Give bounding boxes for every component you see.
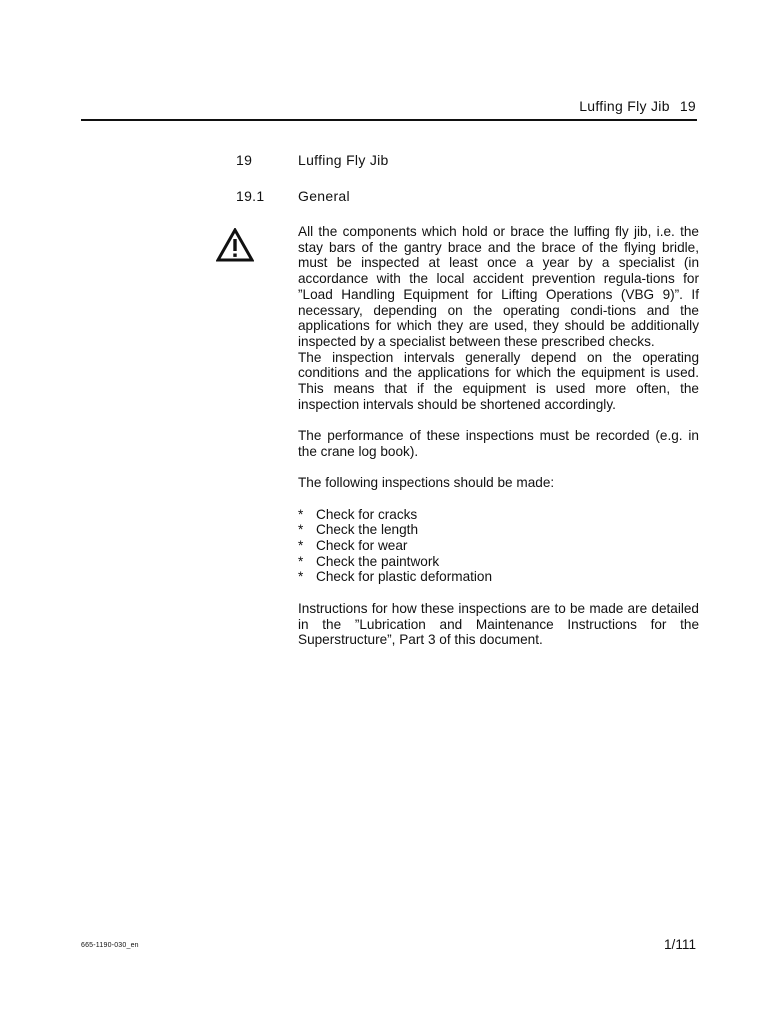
chapter-number: 19: [236, 152, 253, 168]
list-item-text: Check for plastic deformation: [316, 569, 493, 585]
running-header: [579, 98, 696, 114]
running-header-title: Luffing Fly Jib: [579, 98, 670, 114]
section-number: 19.1: [236, 188, 265, 204]
section-body: [298, 224, 699, 648]
warning-triangle-icon: [216, 228, 254, 262]
bullet-marker: *: [298, 538, 304, 554]
paragraph-inspection-requirement: All the components which hold or brace the luffing fly jib, i.e. the stay bars of the gantry brace and the brace of the flying bridle, must be inspected at least once a year by a specialist (in accordance with the local accident prevention regula-tions for ”Load Handling Equipment for Lifting Operations (VBG 9)”. If necessary, depending on the operating condi-tions and the applications for which they are used, they should be additionally inspected by a specialist between these prescribed checks.: [298, 224, 699, 349]
bullet-marker: *: [298, 569, 304, 585]
header-rule: [81, 119, 697, 121]
bullet-marker: *: [298, 553, 304, 569]
paragraph-inspection-intervals: The inspection intervals generally depend on the operating conditions and the applications for which the equipment is used. This means that if the equipment is used more often, the inspection intervals should be shortened accordingly.: [298, 349, 699, 412]
inspection-list: [298, 507, 699, 586]
list-item-text: Check the paintwork: [316, 553, 440, 569]
list-item: [298, 522, 699, 538]
page-number: 1/111: [664, 937, 696, 952]
list-item-text: Check for cracks: [316, 506, 418, 522]
list-item-text: Check the length: [316, 522, 419, 538]
section-title: General: [298, 188, 350, 204]
paragraph-recording: The performance of these inspections must be recorded (e.g. in the crane log book).: [298, 428, 699, 459]
list-item: [298, 569, 699, 585]
document-code: 665-1190-030_en: [81, 942, 139, 949]
list-item: [298, 507, 699, 523]
running-header-chapter: 19: [679, 98, 696, 114]
chapter-title: Luffing Fly Jib: [298, 152, 389, 168]
paragraph-inspections-intro: The following inspections should be made:: [298, 475, 555, 491]
bullet-marker: *: [298, 506, 304, 522]
chapter-heading: [236, 152, 389, 168]
paragraph-instructions-reference: Instructions for how these inspections are to be made are detailed in the ”Lubrication and Maintenance Instructions for the Superstructure”, Part 3 of this document.: [298, 600, 699, 648]
bullet-marker: *: [298, 522, 304, 538]
list-item: [298, 554, 699, 570]
list-item: [298, 538, 699, 554]
list-item-text: Check for wear: [316, 538, 408, 554]
section-heading: [236, 188, 350, 204]
